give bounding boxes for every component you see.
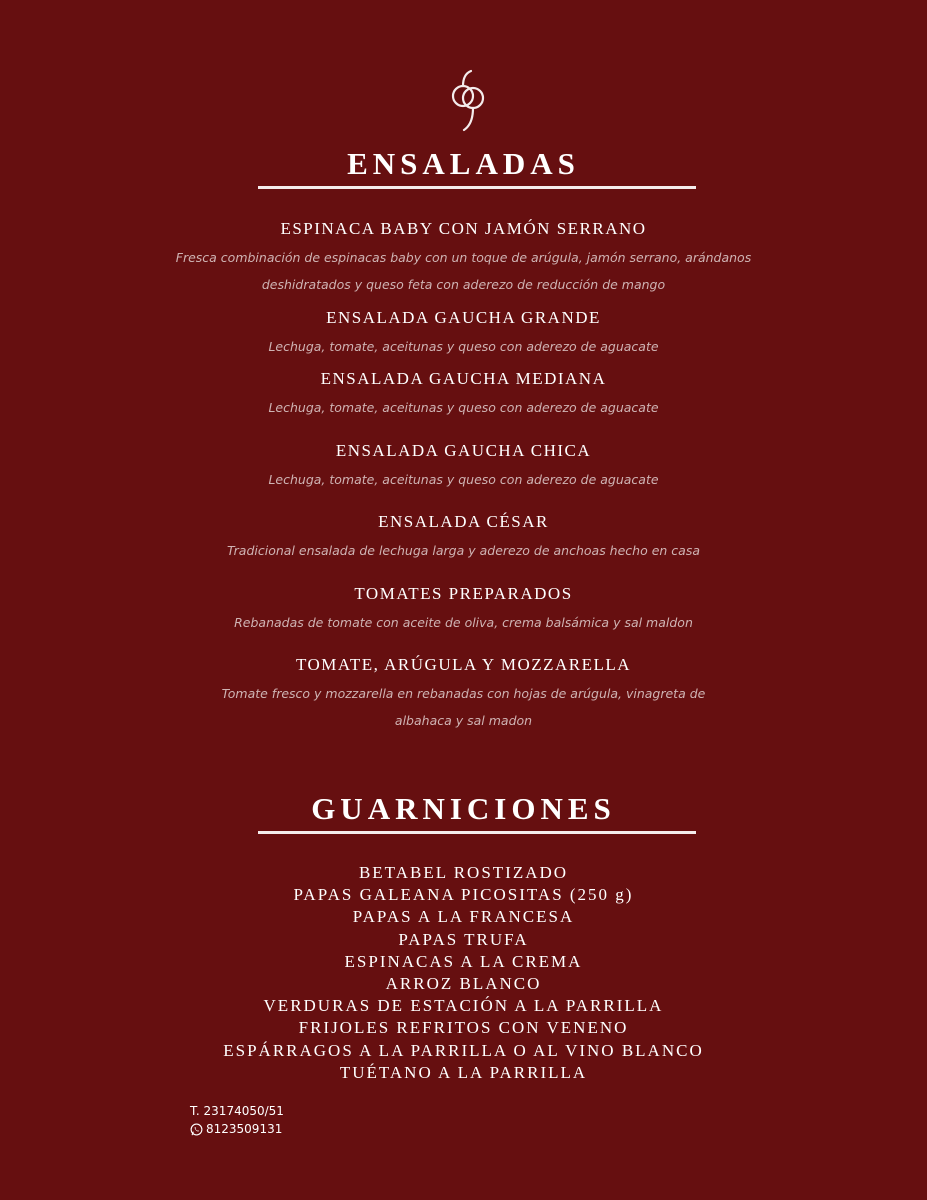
menu-item-description: Tomate fresco y mozzarella en rebanadas con hojas de arúgula, vinagreta de albahaca y sal madon [221, 686, 706, 728]
menu-item-description: Tradicional ensalada de lechuga larga y aderezo de anchoas hecho en casa [226, 543, 701, 558]
menu-item-description: Lechuga, tomate, aceitunas y queso con aderezo de aguacate [268, 339, 659, 354]
menu-item-name: ESPINACA BABY CON JAMÓN SERRANO [280, 219, 647, 238]
guarniciones-list [0, 862, 927, 1084]
monogram-logo-icon [446, 68, 490, 134]
menu-item-name: ENSALADA GAUCHA MEDIANA [320, 369, 607, 388]
list-item: ESPINACAS A LA CREMA [344, 951, 583, 971]
menu-item-description: Fresca combinación de espinacas baby con un toque de arúgula, jamón serrano, arándanos deshidratados y queso feta con aderezo de reducción de mango [175, 250, 752, 292]
contact-info [190, 1102, 284, 1138]
whatsapp-icon [190, 1123, 203, 1136]
list-item: TUÉTANO A LA PARRILLA [339, 1062, 588, 1082]
list-item: BETABEL ROSTIZADO [358, 863, 569, 882]
whatsapp-row [190, 1120, 284, 1138]
menu-item-name: ENSALADA CÉSAR [378, 512, 549, 531]
section-title-guarniciones: GUARNICIONES [311, 791, 616, 826]
list-item: PAPAS TRUFA [398, 929, 529, 949]
menu-item-name: TOMATE, ARÚGULA Y MOZZARELLA [295, 655, 632, 674]
menu-item-name: ENSALADA GAUCHA CHICA [335, 441, 592, 460]
list-item: PAPAS GALEANA PICOSITAS (250 g) [293, 885, 634, 905]
list-item: PAPAS A LA FRANCESA [352, 907, 575, 927]
phone-number: T. 23174050/51 [190, 1104, 284, 1118]
menu-item-name: TOMATES PREPARADOS [354, 584, 573, 603]
list-item: VERDURAS DE ESTACIÓN A LA PARRILLA [263, 996, 664, 1016]
menu-item-name: ENSALADA GAUCHA GRANDE [326, 308, 601, 327]
menu-item-description: Lechuga, tomate, aceitunas y queso con aderezo de aguacate [268, 400, 659, 415]
whatsapp-number: 8123509131 [206, 1122, 283, 1136]
menu-item-description: Rebanadas de tomate con aceite de oliva, crema balsámica y sal maldon [234, 615, 693, 630]
list-item: ESPÁRRAGOS A LA PARRILLA O AL VINO BLANCO [223, 1040, 704, 1060]
menu-item-description: Lechuga, tomate, aceitunas y queso con aderezo de aguacate [268, 472, 659, 487]
list-item: FRIJOLES REFRITOS CON VENENO [298, 1018, 629, 1038]
section-title-ensaladas: ENSALADAS [347, 146, 580, 181]
section-divider [258, 186, 696, 189]
list-item: ARROZ BLANCO [385, 974, 542, 994]
section-divider [258, 831, 696, 834]
